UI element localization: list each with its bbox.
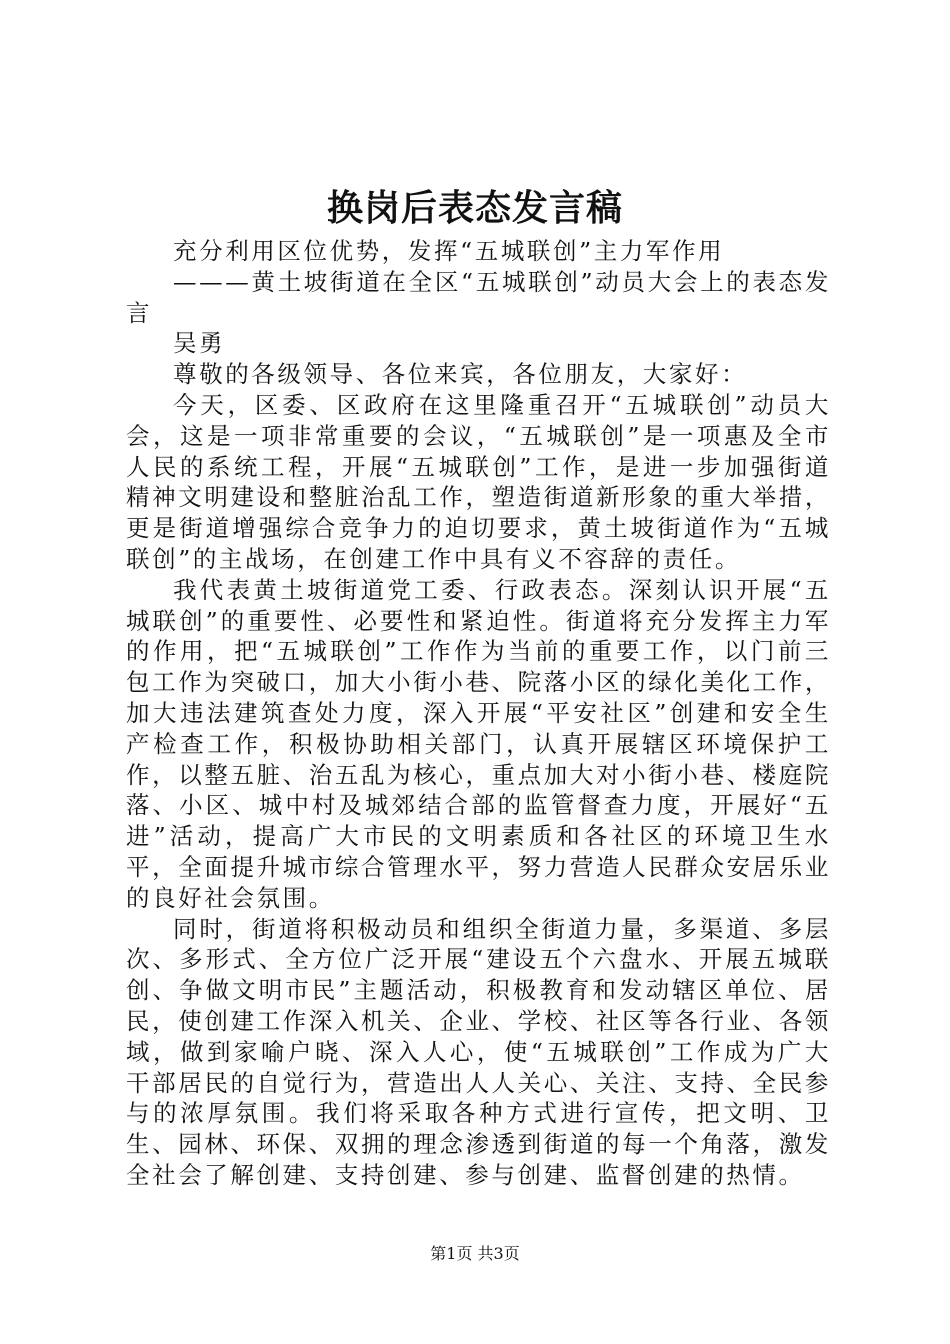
body-paragraph: 今天，区委、区政府在这里隆重召开“五城联创”动员大会，这是一项非常重要的会议，“五城联创”是一项惠及全市人民的系统工程，开展“五城联创”工作，是进一步加强街道精神文明建设和整脏治乱工作，塑造街道新形象的重大举措，更是街道增强综合竞争力的迫切要求，黄土坡街道作为“五城联创”的主战场，在创建工作中具有义不容辞的责任。 bbox=[126, 390, 831, 573]
subtitle-line: 充分利用区位优势，发挥“五城联创”主力军作用 bbox=[173, 237, 725, 265]
body-paragraph: 我代表黄土坡街道党工委、行政表态。深刻认识开展“五城联创”的重要性、必要性和紧迫性。街道将充分发挥主力军的作用，把“五城联创”工作作为当前的重要工作，以门前三包工作为突破口，加大小街小巷、院落小区的绿化美化工作，加大违法建筑查处力度，深入开展“平安社区”创建和安全生产检查工作，积极协助相关部门，认真开展辖区环境保护工作，以整五脏、治五乱为核心，重点加大对小街小巷、楼庭院落、小区、城中村及城郊结合部的监管督查力度，开展好“五进”活动，提高广大市民的文明素质和各社区的环境卫生水平，全面提升城市综合管理水平，努力营造人民群众安居乐业的良好社会氛围。 bbox=[126, 575, 831, 912]
subtitle-subline: ———黄土坡街道在全区“五城联创”动员大会上的表态发言 bbox=[126, 267, 831, 327]
page-footer: 第1页 共3页 bbox=[430, 1244, 520, 1263]
author-name: 吴勇 bbox=[173, 329, 226, 358]
salutation: 尊敬的各级领导、各位来宾，各位朋友，大家好： bbox=[173, 360, 748, 389]
body-paragraph: 同时，街道将积极动员和组织全街道力量，多渠道、多层次、多形式、全方位广泛开展“建设五个六盘水、开展五城联创、争做文明市民”主题活动，积极教育和发动辖区单位、居民，使创建工作深入机关、企业、学校、社区等各行业、各领域，做到家喻户晓、深入人心，使“五城联创”工作成为广大干部居民的自觉行为，营造出人人关心、关注、支持、全民参与的浓厚氛围。我们将采取各种方式进行宣传，把文明、卫生、园林、环保、双拥的理念渗透到街道的每一个角落，激发全社会了解创建、支持创建、参与创建、监督创建的热情。 bbox=[126, 914, 831, 1189]
document-title: 换岗后表态发言稿 bbox=[326, 187, 623, 229]
document-body bbox=[126, 236, 831, 1191]
